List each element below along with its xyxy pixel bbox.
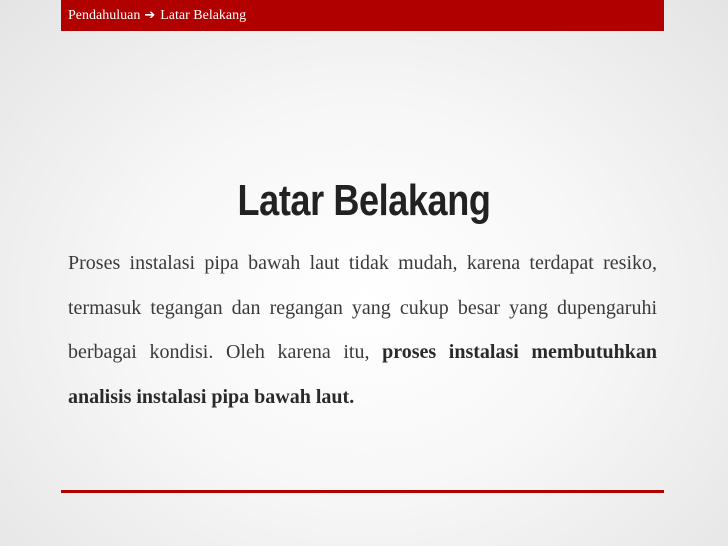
slide-title: Latar Belakang <box>237 176 491 225</box>
slide-paragraph <box>68 241 657 419</box>
right-arrow-icon: ➔ <box>144 8 156 23</box>
paragraph-text: Proses instalasi pipa bawah laut tidak mudah, karena terdapat resiko, termasuk tegangan dan regangan yang cukup besar yang dupengaruhi berbagai kondisi. Oleh karena itu, <box>68 252 657 363</box>
breadcrumb-current: Latar Belakang <box>160 8 247 23</box>
breadcrumb-parent: Pendahuluan <box>68 8 141 23</box>
bottom-divider <box>61 490 664 493</box>
paragraph-bold-text: proses instalasi membutuhkan analisis instalasi pipa bawah laut. <box>68 341 657 408</box>
breadcrumb <box>61 0 664 31</box>
